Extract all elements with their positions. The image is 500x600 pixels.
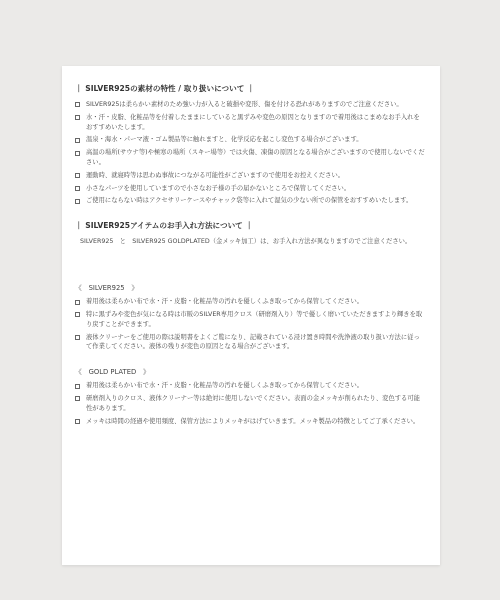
checkbox-square-icon [75, 186, 80, 191]
material-care-list [75, 100, 426, 206]
checkbox-square-icon [75, 102, 80, 107]
list-item: 特に黒ずみや変色が気になる時は市販のSILVER専用クロス（研磨剤入り）等で優しく磨いていただきますより輝きを取り戻すことができます。 [75, 310, 426, 330]
list-item: 研磨剤入りのクロス、液体クリーナー等は絶対に使用しないでください。表面の金メッキが削られたり、変色する可能性があります。 [75, 394, 426, 414]
section-heading-material: ｜ SILVER925の素材の特性 / 取り扱いについて ｜ [75, 84, 255, 93]
checkbox-square-icon [75, 312, 80, 317]
list-item: 温泉・海水・パーマ液・ゴム製品等に触れますと、化学反応を起こし変色する場合がございます。 [75, 135, 426, 145]
checkbox-square-icon [75, 396, 80, 401]
subheading-gold-plated: 《 GOLD PLATED 》 [75, 368, 150, 377]
list-item: ご使用にならない時はアクセサリーケースやチャック袋等に入れて湿気の少ない所での保管をおすすめいたします。 [75, 196, 426, 206]
list-item: SILVER925は柔らかい素材のため強い力が入ると破損や変形、傷を付ける恐れがありますのでご注意ください。 [75, 100, 426, 110]
checkbox-square-icon [75, 151, 80, 156]
care-method-note: SILVER925 と SILVER925 GOLDPLATED（金メッキ加工）は、お手入れ方法が異なりますのでご注意ください。 [80, 238, 412, 246]
checkbox-square-icon [75, 419, 80, 424]
list-item: 小さなパーツを使用していますので小さなお子様の手の届かないところで保管してください。 [75, 184, 426, 194]
list-item: 水・汗・皮脂、化粧品等を付着したままにしていると黒ずみや変色の原因となりますので着用後はこまめなお手入れをおすすめいたします。 [75, 113, 426, 133]
card-content [62, 66, 440, 426]
instruction-card [62, 66, 440, 565]
silver-care-list [75, 297, 426, 352]
checkbox-square-icon [75, 138, 80, 143]
checkbox-square-icon [75, 384, 80, 389]
list-item: 液体クリーナーをご使用の際は説明書をよくご覧になり、記載されている浸け置き時間や洗浄液の取り扱い方法に従って作業してください。液体の残りが変色の原因となる場合がございます。 [75, 333, 426, 353]
section-heading-care-method: ｜ SILVER925アイテムのお手入れ方法について ｜ [75, 221, 254, 231]
subheading-silver925: 《 SILVER925 》 [75, 284, 139, 293]
gold-care-list [75, 381, 426, 426]
checkbox-square-icon [75, 173, 80, 178]
list-item: 運動時、就寝時等は思わぬ事故につながる可能性がございますので使用をお控えください。 [75, 171, 426, 181]
checkbox-square-icon [75, 300, 80, 305]
list-item: 高温の場所(サウナ等)や極寒の場所（スキー場等）では火傷、凍傷の原因となる場合がございますので使用しないでください。 [75, 148, 426, 168]
checkbox-square-icon [75, 335, 80, 340]
list-item: 着用後は柔らかい布で水・汗・皮脂・化粧品等の汚れを優しくふき取ってから保管してください。 [75, 297, 426, 307]
checkbox-square-icon [75, 199, 80, 204]
list-item: メッキは時間の経過や使用頻度、保管方法によりメッキがはげていきます。メッキ製品の特徴としてご了承ください。 [75, 417, 426, 427]
list-item: 着用後は柔らかい布で水・汗・皮脂・化粧品等の汚れを優しくふき取ってから保管してください。 [75, 381, 426, 391]
checkbox-square-icon [75, 115, 80, 120]
